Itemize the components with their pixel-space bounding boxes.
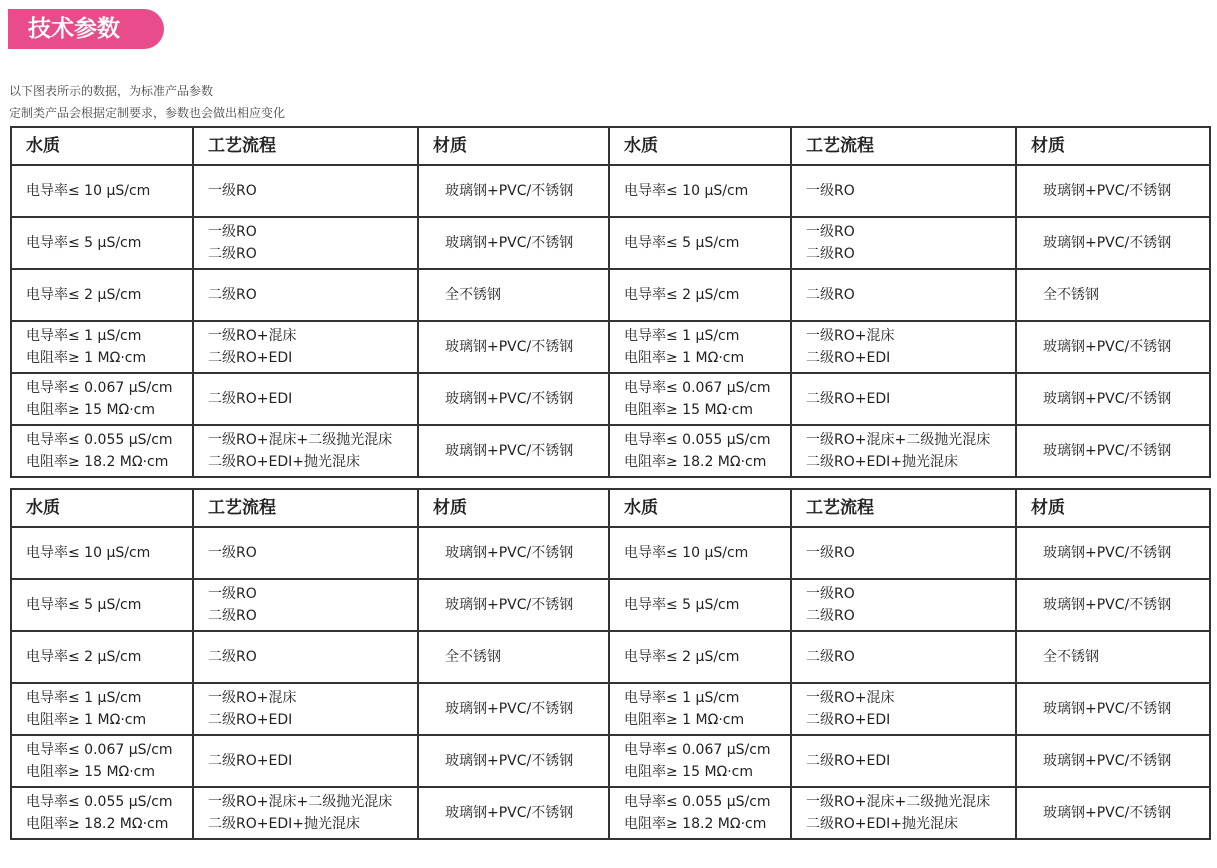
water-quality-line: 电阻率≥ 15 MΩ·cm: [624, 764, 754, 780]
table-row: [11, 217, 609, 269]
water-quality-cell: [609, 631, 791, 683]
water-quality-line: 电阻率≥ 15 MΩ·cm: [624, 402, 754, 418]
column-header: 工艺流程: [193, 489, 418, 527]
water-quality-line: 电导率≤ 5 μS/cm: [624, 597, 740, 613]
process-cell: [791, 217, 1016, 269]
process-line: 二级RO: [806, 649, 855, 665]
process-line: 一级RO: [806, 224, 855, 240]
table-row: [11, 527, 609, 579]
water-quality-line: 电导率≤ 5 μS/cm: [26, 597, 142, 613]
table-row: [609, 579, 1210, 631]
water-quality-cell: [609, 425, 791, 477]
water-quality-line: 电导率≤ 5 μS/cm: [624, 235, 740, 251]
water-quality-cell: [609, 269, 791, 321]
water-quality-line: 电阻率≥ 1 MΩ·cm: [624, 712, 745, 728]
process-line: 二级RO: [806, 608, 855, 624]
spec-table-top-left: [10, 126, 610, 478]
water-quality-line: 电阻率≥ 18.2 MΩ·cm: [26, 454, 169, 470]
material-cell: 玻璃钢+PVC/不锈钢: [418, 373, 609, 425]
process-cell: [791, 787, 1016, 839]
water-quality-line: 电导率≤ 10 μS/cm: [26, 545, 151, 561]
process-cell: [193, 527, 418, 579]
water-quality-line: 电导率≤ 2 μS/cm: [624, 287, 740, 303]
section-title: 技术参数: [28, 16, 120, 42]
water-quality-line: 电导率≤ 10 μS/cm: [624, 183, 749, 199]
water-quality-cell: [11, 683, 193, 735]
process-line: 一级RO+混床+二级抛光混床: [806, 432, 991, 448]
process-cell: [791, 631, 1016, 683]
material-cell: 玻璃钢+PVC/不锈钢: [1016, 425, 1210, 477]
column-header: 水质: [11, 489, 193, 527]
spec-table-bottom-left: [10, 488, 610, 840]
water-quality-cell: [11, 787, 193, 839]
process-cell: [791, 321, 1016, 373]
material-cell: 玻璃钢+PVC/不锈钢: [418, 579, 609, 631]
water-quality-line: 电导率≤ 0.055 μS/cm: [26, 794, 173, 810]
process-line: 二级RO+EDI: [806, 712, 891, 728]
process-line: 一级RO+混床+二级抛光混床: [806, 794, 991, 810]
material-cell: 全不锈钢: [1016, 269, 1210, 321]
water-quality-line: 电导率≤ 0.067 μS/cm: [26, 380, 173, 396]
process-cell: [791, 683, 1016, 735]
material-cell: 玻璃钢+PVC/不锈钢: [418, 321, 609, 373]
water-quality-line: 电导率≤ 2 μS/cm: [624, 649, 740, 665]
process-cell: [791, 269, 1016, 321]
water-quality-line: 电阻率≥ 18.2 MΩ·cm: [624, 816, 767, 832]
water-quality-cell: [609, 321, 791, 373]
water-quality-cell: [609, 165, 791, 217]
process-line: 一级RO: [208, 183, 257, 199]
process-line: 一级RO: [208, 224, 257, 240]
table-row: [11, 683, 609, 735]
process-line: 一级RO: [806, 586, 855, 602]
process-line: 二级RO+EDI: [208, 391, 293, 407]
material-cell: 全不锈钢: [418, 269, 609, 321]
water-quality-cell: [609, 787, 791, 839]
process-cell: [193, 631, 418, 683]
process-line: 二级RO: [208, 649, 257, 665]
material-cell: 玻璃钢+PVC/不锈钢: [1016, 579, 1210, 631]
water-quality-cell: [11, 735, 193, 787]
water-quality-cell: [609, 683, 791, 735]
water-quality-cell: [609, 217, 791, 269]
column-header: 水质: [609, 127, 791, 165]
water-quality-cell: [609, 735, 791, 787]
material-cell: 玻璃钢+PVC/不锈钢: [418, 787, 609, 839]
water-quality-line: 电阻率≥ 18.2 MΩ·cm: [26, 816, 169, 832]
material-cell: 玻璃钢+PVC/不锈钢: [418, 683, 609, 735]
column-header: 水质: [609, 489, 791, 527]
table-row: [609, 269, 1210, 321]
water-quality-line: 电阻率≥ 1 MΩ·cm: [624, 350, 745, 366]
table-row: [609, 373, 1210, 425]
water-quality-line: 电阻率≥ 15 MΩ·cm: [26, 764, 156, 780]
process-cell: [791, 425, 1016, 477]
process-cell: [193, 165, 418, 217]
water-quality-cell: [11, 217, 193, 269]
process-line: 一级RO+混床: [806, 690, 895, 706]
intro-line-2: 定制类产品会根据定制要求，参数也会做出相应变化: [9, 106, 286, 120]
material-cell: 玻璃钢+PVC/不锈钢: [418, 217, 609, 269]
column-header: 材质: [418, 489, 609, 527]
material-cell: 玻璃钢+PVC/不锈钢: [418, 735, 609, 787]
process-cell: [791, 373, 1016, 425]
process-line: 二级RO+EDI+抛光混床: [806, 454, 958, 470]
table-row: [609, 425, 1210, 477]
material-cell: 全不锈钢: [418, 631, 609, 683]
process-line: 二级RO+EDI: [806, 391, 891, 407]
table-header-row: [11, 489, 609, 527]
water-quality-line: 电导率≤ 10 μS/cm: [26, 183, 151, 199]
process-cell: [791, 735, 1016, 787]
table-row: [11, 269, 609, 321]
water-quality-cell: [11, 269, 193, 321]
water-quality-cell: [609, 527, 791, 579]
process-line: 一级RO+混床: [208, 328, 297, 344]
process-line: 二级RO+EDI: [208, 350, 293, 366]
spec-table-top-right: [608, 126, 1211, 478]
material-cell: 玻璃钢+PVC/不锈钢: [418, 527, 609, 579]
table-row: [609, 787, 1210, 839]
table-row: [609, 527, 1210, 579]
process-line: 一级RO: [806, 545, 855, 561]
table-row: [609, 631, 1210, 683]
process-line: 二级RO+EDI: [208, 712, 293, 728]
process-line: 一级RO: [806, 183, 855, 199]
material-cell: 玻璃钢+PVC/不锈钢: [1016, 165, 1210, 217]
column-header: 工艺流程: [791, 127, 1016, 165]
column-header: 水质: [11, 127, 193, 165]
process-line: 二级RO+EDI+抛光混床: [208, 454, 360, 470]
table-row: [11, 425, 609, 477]
material-cell: 玻璃钢+PVC/不锈钢: [418, 165, 609, 217]
column-header: 材质: [1016, 489, 1210, 527]
process-cell: [193, 217, 418, 269]
table-header-row: [609, 127, 1210, 165]
table-row: [11, 735, 609, 787]
process-line: 二级RO+EDI: [806, 350, 891, 366]
process-line: 一级RO+混床+二级抛光混床: [208, 794, 393, 810]
table-row: [609, 735, 1210, 787]
water-quality-line: 电阻率≥ 18.2 MΩ·cm: [624, 454, 767, 470]
water-quality-cell: [11, 321, 193, 373]
table-row: [11, 579, 609, 631]
process-line: 二级RO: [806, 287, 855, 303]
material-cell: 玻璃钢+PVC/不锈钢: [1016, 787, 1210, 839]
section-title-badge: [8, 9, 164, 49]
water-quality-line: 电导率≤ 1 μS/cm: [624, 328, 740, 344]
water-quality-cell: [11, 425, 193, 477]
water-quality-cell: [11, 373, 193, 425]
spec-tables-grid: [10, 126, 1209, 854]
water-quality-line: 电导率≤ 1 μS/cm: [624, 690, 740, 706]
material-cell: 玻璃钢+PVC/不锈钢: [1016, 527, 1210, 579]
process-cell: [193, 269, 418, 321]
table-row: [609, 165, 1210, 217]
water-quality-line: 电导率≤ 1 μS/cm: [26, 328, 142, 344]
process-line: 二级RO+EDI: [208, 753, 293, 769]
material-cell: 全不锈钢: [1016, 631, 1210, 683]
process-line: 二级RO: [806, 246, 855, 262]
material-cell: 玻璃钢+PVC/不锈钢: [1016, 217, 1210, 269]
material-cell: 玻璃钢+PVC/不锈钢: [1016, 683, 1210, 735]
water-quality-line: 电导率≤ 0.067 μS/cm: [624, 742, 771, 758]
water-quality-cell: [11, 165, 193, 217]
process-cell: [791, 165, 1016, 217]
column-header: 工艺流程: [193, 127, 418, 165]
table-row: [11, 631, 609, 683]
water-quality-line: 电导率≤ 2 μS/cm: [26, 649, 142, 665]
process-cell: [193, 735, 418, 787]
water-quality-line: 电导率≤ 0.055 μS/cm: [26, 432, 173, 448]
water-quality-line: 电阻率≥ 15 MΩ·cm: [26, 402, 156, 418]
table-row: [11, 373, 609, 425]
process-cell: [193, 579, 418, 631]
process-cell: [791, 579, 1016, 631]
material-cell: 玻璃钢+PVC/不锈钢: [1016, 321, 1210, 373]
water-quality-line: 电阻率≥ 1 MΩ·cm: [26, 712, 147, 728]
water-quality-line: 电导率≤ 5 μS/cm: [26, 235, 142, 251]
process-line: 二级RO+EDI+抛光混床: [806, 816, 958, 832]
material-cell: 玻璃钢+PVC/不锈钢: [1016, 373, 1210, 425]
column-header: 工艺流程: [791, 489, 1016, 527]
spec-table-bottom-right: [608, 488, 1211, 840]
water-quality-line: 电导率≤ 0.055 μS/cm: [624, 432, 771, 448]
water-quality-line: 电导率≤ 0.067 μS/cm: [26, 742, 173, 758]
column-header: 材质: [1016, 127, 1210, 165]
process-line: 二级RO: [208, 246, 257, 262]
water-quality-cell: [609, 579, 791, 631]
process-line: 二级RO: [208, 608, 257, 624]
water-quality-line: 电阻率≥ 1 MΩ·cm: [26, 350, 147, 366]
process-cell: [193, 683, 418, 735]
process-line: 一级RO+混床+二级抛光混床: [208, 432, 393, 448]
material-cell: 玻璃钢+PVC/不锈钢: [418, 425, 609, 477]
table-row: [609, 217, 1210, 269]
process-cell: [193, 373, 418, 425]
water-quality-line: 电导率≤ 2 μS/cm: [26, 287, 142, 303]
water-quality-line: 电导率≤ 0.067 μS/cm: [624, 380, 771, 396]
process-cell: [791, 527, 1016, 579]
process-line: 一级RO: [208, 545, 257, 561]
table-header-row: [609, 489, 1210, 527]
intro-line-1: 以下图表所示的数据，为标准产品参数: [9, 84, 214, 98]
process-line: 一级RO: [208, 586, 257, 602]
process-line: 二级RO+EDI+抛光混床: [208, 816, 360, 832]
table-header-row: [11, 127, 609, 165]
water-quality-line: 电导率≤ 1 μS/cm: [26, 690, 142, 706]
water-quality-cell: [11, 631, 193, 683]
water-quality-cell: [11, 527, 193, 579]
process-line: 二级RO+EDI: [806, 753, 891, 769]
process-line: 一级RO+混床: [208, 690, 297, 706]
material-cell: 玻璃钢+PVC/不锈钢: [1016, 735, 1210, 787]
column-header: 材质: [418, 127, 609, 165]
process-line: 二级RO: [208, 287, 257, 303]
water-quality-line: 电导率≤ 0.055 μS/cm: [624, 794, 771, 810]
process-cell: [193, 787, 418, 839]
water-quality-cell: [609, 373, 791, 425]
table-row: [11, 787, 609, 839]
table-row: [609, 683, 1210, 735]
table-row: [11, 165, 609, 217]
water-quality-cell: [11, 579, 193, 631]
water-quality-line: 电导率≤ 10 μS/cm: [624, 545, 749, 561]
table-row: [609, 321, 1210, 373]
process-line: 一级RO+混床: [806, 328, 895, 344]
process-cell: [193, 321, 418, 373]
table-row: [11, 321, 609, 373]
process-cell: [193, 425, 418, 477]
